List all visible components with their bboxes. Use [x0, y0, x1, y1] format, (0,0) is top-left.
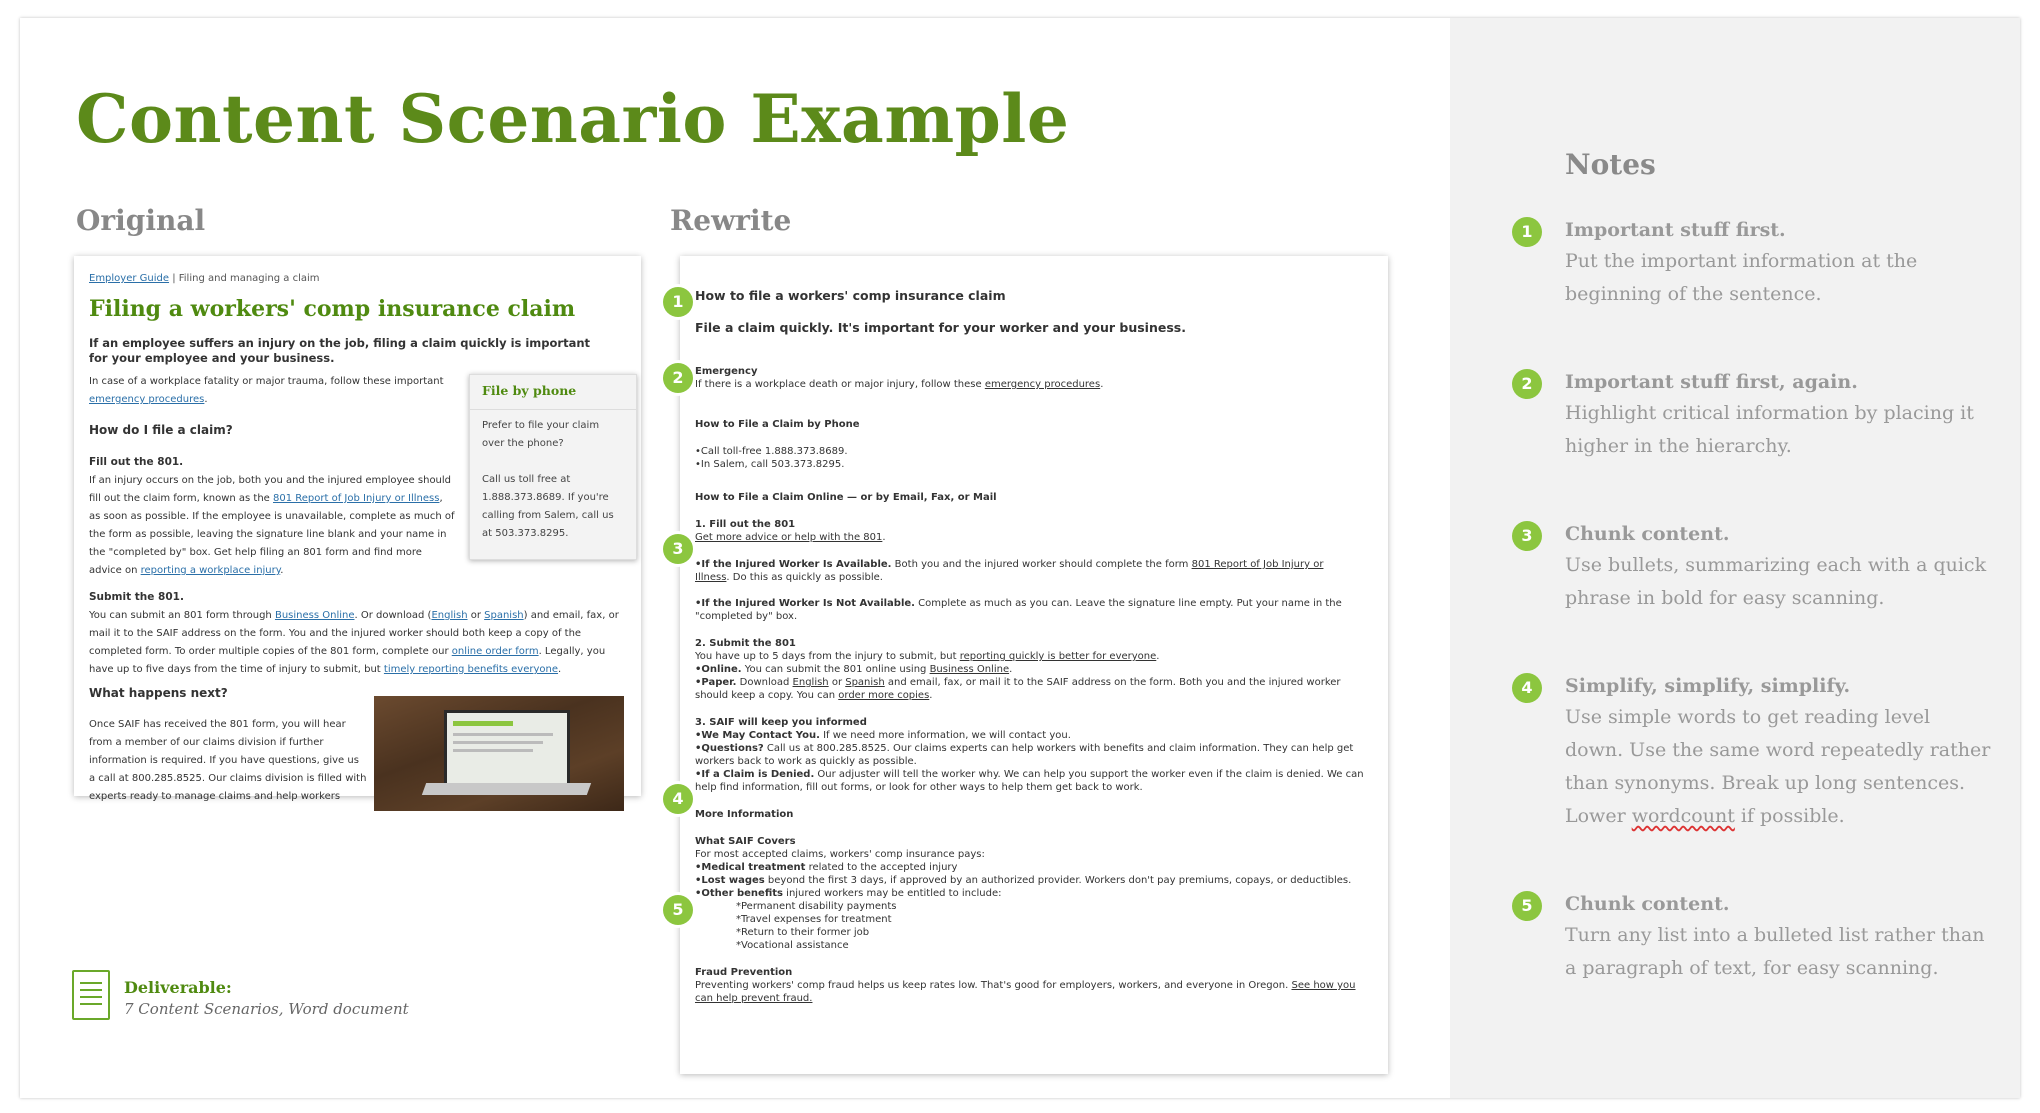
- paper-label: •Paper.: [695, 677, 737, 688]
- marker-5: 5: [663, 895, 693, 925]
- phone-heading: How to File a Claim by Phone: [695, 419, 860, 430]
- fill-paragraph: [89, 472, 469, 580]
- english-link[interactable]: English: [792, 677, 829, 688]
- paper-text: .: [929, 690, 933, 701]
- prevent-fraud-link[interactable]: can help prevent fraud.: [695, 993, 813, 1004]
- emergency-link[interactable]: emergency procedures: [89, 394, 205, 405]
- phone-line: Prefer to file your claim: [482, 420, 600, 431]
- step2-post: .: [1156, 651, 1160, 662]
- phone-box-text: [482, 471, 630, 543]
- next-line: from a member of our claims division if further: [89, 737, 324, 748]
- denied-text: Our adjuster will tell the worker why. We can help you support the worker even if the claim is denied. We can: [814, 769, 1364, 780]
- business-online-link[interactable]: Business Online: [929, 664, 1010, 675]
- original-lead: If an employee suffers an injury on the job, filing a claim quickly is important for your employee and your business.: [89, 336, 591, 365]
- not-available-text: Complete as much as you can. Leave the signature line empty. Put your name in the: [914, 598, 1342, 609]
- phone-box-title: File by phone: [482, 383, 577, 398]
- other-label: •Other benefits: [695, 888, 783, 899]
- available-text: Both you and the injured worker should complete the form: [891, 559, 1192, 570]
- note-line: phrase in bold for easy scanning.: [1565, 587, 1885, 609]
- phone-box-text: [482, 417, 630, 453]
- submit-line: . Or download (: [354, 610, 432, 621]
- questions-text: Call us at 800.285.8525. Our claims experts can help workers with benefits and claim information. They can help get: [763, 743, 1354, 754]
- spanish-link[interactable]: Spanish: [845, 677, 885, 688]
- medical-bullet: [695, 861, 957, 874]
- step2-pre: You have up to 5 days from the injury to submit, but: [695, 651, 960, 662]
- phone-line: Call us toll free at: [482, 474, 571, 485]
- file-by-phone-box: [469, 374, 637, 560]
- next-heading: What happens next?: [89, 686, 228, 700]
- reporting-injury-link[interactable]: reporting a workplace injury: [140, 565, 281, 576]
- fraud-cont: [695, 992, 812, 1005]
- covers-heading: What SAIF Covers: [695, 836, 796, 847]
- note-line: Put the important information at the: [1565, 250, 1918, 272]
- questions-bullet: [695, 742, 1353, 755]
- report-801-link[interactable]: 801 Report of Job Injury or Illness: [273, 493, 440, 504]
- note-body: [1565, 701, 2025, 833]
- available-label: •If the Injured Worker Is Available.: [695, 559, 892, 570]
- note-line: a paragraph of text, for easy scanning.: [1565, 957, 1939, 979]
- note-body: [1565, 919, 2025, 985]
- note-line: Highlight critical information by placing it: [1565, 402, 1974, 424]
- submit-line: mail it to the SAIF address on the form. You and the injured worker should both keep a copy of the: [89, 628, 582, 639]
- next-line: a call at 800.285.8525. Our claims division is filled with: [89, 773, 367, 784]
- step1-heading: 1. Fill out the 801: [695, 519, 796, 530]
- spellcheck-word: wordcount: [1631, 805, 1735, 827]
- how-heading: How do I file a claim?: [89, 423, 233, 437]
- phone-bullet: •Call toll-free 1.888.373.8689.: [695, 446, 848, 457]
- note-line: if possible.: [1734, 805, 1845, 827]
- laptop-screen: [444, 710, 570, 786]
- submit-line: have up to five days from the time of injury to submit, but: [89, 664, 384, 675]
- fill-line: fill out the claim form, known as the: [89, 493, 274, 504]
- rewrite-subtitle: File a claim quickly. It's important for your worker and your business.: [695, 320, 1186, 335]
- breadcrumb: [89, 273, 320, 284]
- note-heading: Chunk content.: [1565, 523, 1730, 545]
- other-bullet: [695, 887, 1002, 900]
- phone-line: calling from Salem, call us: [482, 510, 614, 521]
- order-form-link[interactable]: online order form: [451, 646, 539, 657]
- page-title: Content Scenario Example: [76, 80, 1070, 158]
- fraud-heading: Fraud Prevention: [695, 967, 793, 978]
- marker-3: 3: [663, 534, 693, 564]
- contact-bullet: [695, 729, 1071, 742]
- intro-text: [89, 373, 459, 409]
- fraud-text: [695, 979, 1356, 992]
- online-label: •Online.: [695, 664, 742, 675]
- timely-reporting-link[interactable]: timely reporting benefits everyone: [383, 664, 559, 675]
- questions-cont: workers back to work as quickly as possible.: [695, 756, 917, 767]
- fill-heading: Fill out the 801.: [89, 456, 184, 468]
- fill-line: advice on: [89, 565, 141, 576]
- note-line: down. Use the same word repeatedly rather: [1565, 739, 1991, 761]
- paper-text: and email, fax, or mail it to the SAIF address on the form. Both you and the injured worker: [884, 677, 1341, 688]
- marker-1: 1: [663, 287, 693, 317]
- report-801-link[interactable]: Illness: [695, 572, 727, 583]
- note-number: 4: [1512, 673, 1542, 703]
- questions-label: •Questions?: [695, 743, 764, 754]
- denied-bullet: [695, 768, 1364, 781]
- rewrite-title: How to file a workers' comp insurance claim: [695, 288, 1006, 303]
- note-number: 3: [1512, 521, 1542, 551]
- more-info-heading: More Information: [695, 809, 794, 820]
- covers-text: For most accepted claims, workers' comp insurance pays:: [695, 849, 985, 860]
- fill-line: the "completed by" box. Get help filing an 801 form and find more: [89, 547, 422, 558]
- note-number: 1: [1512, 217, 1542, 247]
- wages-text: beyond the first 3 days, if approved by an authorized provider. Workers don't pay premiums, copays, or deductibles.: [764, 875, 1352, 886]
- divider: [470, 409, 636, 410]
- original-heading: Original: [76, 204, 206, 237]
- note-heading: Important stuff first.: [1565, 219, 1786, 241]
- note-line: beginning of the sentence.: [1565, 283, 1822, 305]
- emergency-heading: Emergency: [695, 366, 758, 377]
- english-link[interactable]: English: [431, 610, 468, 621]
- spanish-link[interactable]: Spanish: [484, 610, 524, 621]
- submit-line: ) and email, fax, or: [523, 610, 619, 621]
- submit-line: or: [467, 610, 485, 621]
- note-line: Use simple words to get reading level: [1565, 706, 1931, 728]
- reporting-quickly-link[interactable]: reporting quickly is better for everyone: [959, 651, 1157, 662]
- submit-paragraph: [89, 607, 634, 679]
- fill-line: .: [280, 565, 284, 576]
- submit-line: You can submit an 801 form through: [89, 610, 275, 621]
- next-line: experts ready to manage claims and help workers: [89, 791, 341, 802]
- online-bullet: [695, 663, 1012, 676]
- note-heading: Important stuff first, again.: [1565, 371, 1858, 393]
- online-heading: How to File a Claim Online — or by Email, Fax, or Mail: [695, 492, 997, 503]
- next-line: Once SAIF has received the 801 form, you will hear: [89, 719, 346, 730]
- fraud-body: Preventing workers' comp fraud helps us keep rates low. That's good for employers, workers, and everyone in Oregon.: [695, 980, 1292, 991]
- note-line: higher in the hierarchy.: [1565, 435, 1792, 457]
- deliverable-label: Deliverable:: [124, 978, 232, 997]
- paper-text: or: [828, 677, 846, 688]
- rewrite-document: [680, 256, 1388, 1074]
- medical-text: related to the accepted injury: [805, 862, 958, 873]
- breadcrumb-text: | Filing and managing a claim: [169, 273, 320, 284]
- step1-text: [695, 531, 886, 544]
- sub-bullet: *Vocational assistance: [736, 940, 849, 951]
- step2-heading: 2. Submit the 801: [695, 638, 796, 649]
- phone-line: 1.888.373.8689. If you're: [482, 492, 609, 503]
- contact-text: If we need more information, we will contact you.: [819, 730, 1071, 741]
- prevent-fraud-link[interactable]: See how you: [1291, 980, 1356, 991]
- order-copies-link[interactable]: order more copies: [838, 690, 930, 701]
- note-number: 2: [1512, 369, 1542, 399]
- fill-line: If an injury occurs on the job, both you and the injured employee should: [89, 475, 452, 486]
- note-line: than synonyms. Break up long sentences.: [1565, 772, 1966, 794]
- laptop-photo: [374, 696, 624, 811]
- not-available-bullet: [695, 597, 1342, 610]
- help-801-link[interactable]: Get more advice or help with the 801: [695, 532, 883, 543]
- denied-cont: help find information, fill out forms, or look for other ways to help them get back to work.: [695, 782, 1143, 793]
- breadcrumb-link[interactable]: Employer Guide: [89, 273, 170, 284]
- phone-bullet: •In Salem, call 503.373.8295.: [695, 459, 845, 470]
- contact-label: •We May Contact You.: [695, 730, 820, 741]
- note-number: 5: [1512, 891, 1542, 921]
- note-heading: Chunk content.: [1565, 893, 1730, 915]
- marker-2: 2: [663, 363, 693, 393]
- submit-line: . Legally, you: [538, 646, 606, 657]
- sub-bullet: *Permanent disability payments: [736, 901, 897, 912]
- available-bullet-cont: [695, 571, 883, 584]
- rewrite-heading: Rewrite: [670, 204, 792, 237]
- online-post: .: [1009, 664, 1013, 675]
- wages-bullet: [695, 874, 1351, 887]
- denied-label: •If a Claim is Denied.: [695, 769, 815, 780]
- step3-heading: 3. SAIF will keep you informed: [695, 717, 867, 728]
- step1-post: .: [882, 532, 886, 543]
- paper-text: should keep a copy. You can: [695, 690, 839, 701]
- available-bullet: [695, 558, 1323, 571]
- sub-bullet: *Travel expenses for treatment: [736, 914, 892, 925]
- step2-text: [695, 650, 1159, 663]
- other-text: injured workers may be entitled to include:: [782, 888, 1002, 899]
- laptop-base: [422, 783, 591, 795]
- intro-pre: In case of a workplace fatality or major trauma, follow these important: [89, 376, 444, 387]
- marker-4: 4: [663, 784, 693, 814]
- wages-label: •Lost wages: [695, 875, 765, 886]
- note-body: [1565, 397, 2025, 463]
- medical-label: •Medical treatment: [695, 862, 806, 873]
- not-available-cont: "completed by" box.: [695, 611, 798, 622]
- note-line: Turn any list into a bulleted list rather than: [1565, 924, 1985, 946]
- document-icon: [72, 970, 110, 1020]
- slide: [20, 18, 2020, 1098]
- notes-title: Notes: [1565, 148, 1656, 181]
- next-line: information is required. If you have questions, give us: [89, 755, 359, 766]
- fill-line: as soon as possible. If the employee is unavailable, complete as much of: [89, 511, 455, 522]
- note-line: Use bullets, summarizing each with a quick: [1565, 554, 1987, 576]
- report-801-link[interactable]: 801 Report of Job Injury or: [1191, 559, 1324, 570]
- emergency-link[interactable]: emergency procedures: [984, 379, 1101, 390]
- original-document: [74, 256, 641, 802]
- phone-line: over the phone?: [482, 438, 564, 449]
- not-available-label: •If the Injured Worker Is Not Available.: [695, 598, 915, 609]
- original-doc-title: Filing a workers' comp insurance claim: [89, 296, 576, 322]
- sub-bullet: *Return to their former job: [736, 927, 870, 938]
- emergency-text: [695, 378, 1103, 391]
- phone-line: at 503.373.8295.: [482, 528, 569, 539]
- deliverable-text: 7 Content Scenarios, Word document: [124, 1000, 409, 1018]
- note-line: Lower: [1565, 805, 1632, 827]
- submit-line: completed form. To order multiple copies of the 801 form, complete our: [89, 646, 452, 657]
- submit-heading: Submit the 801.: [89, 591, 184, 603]
- emergency-pre: If there is a workplace death or major injury, follow these: [695, 379, 985, 390]
- next-paragraph: [89, 716, 374, 806]
- emergency-post: .: [1100, 379, 1104, 390]
- paper-text: Download: [736, 677, 793, 688]
- note-heading: Simplify, simplify, simplify.: [1565, 675, 1851, 697]
- available-text: . Do this as quickly as possible.: [726, 572, 883, 583]
- fill-line: ,: [439, 493, 443, 504]
- fill-line: the form as possible, leaving the signature line blank and your name in: [89, 529, 447, 540]
- note-body: [1565, 549, 2025, 615]
- submit-line: .: [558, 664, 562, 675]
- online-text: You can submit the 801 online using: [741, 664, 930, 675]
- note-body: [1565, 245, 2025, 311]
- intro-post: .: [204, 394, 208, 405]
- business-online-link[interactable]: Business Online: [274, 610, 355, 621]
- paper-cont: [695, 689, 932, 702]
- paper-bullet: [695, 676, 1341, 689]
